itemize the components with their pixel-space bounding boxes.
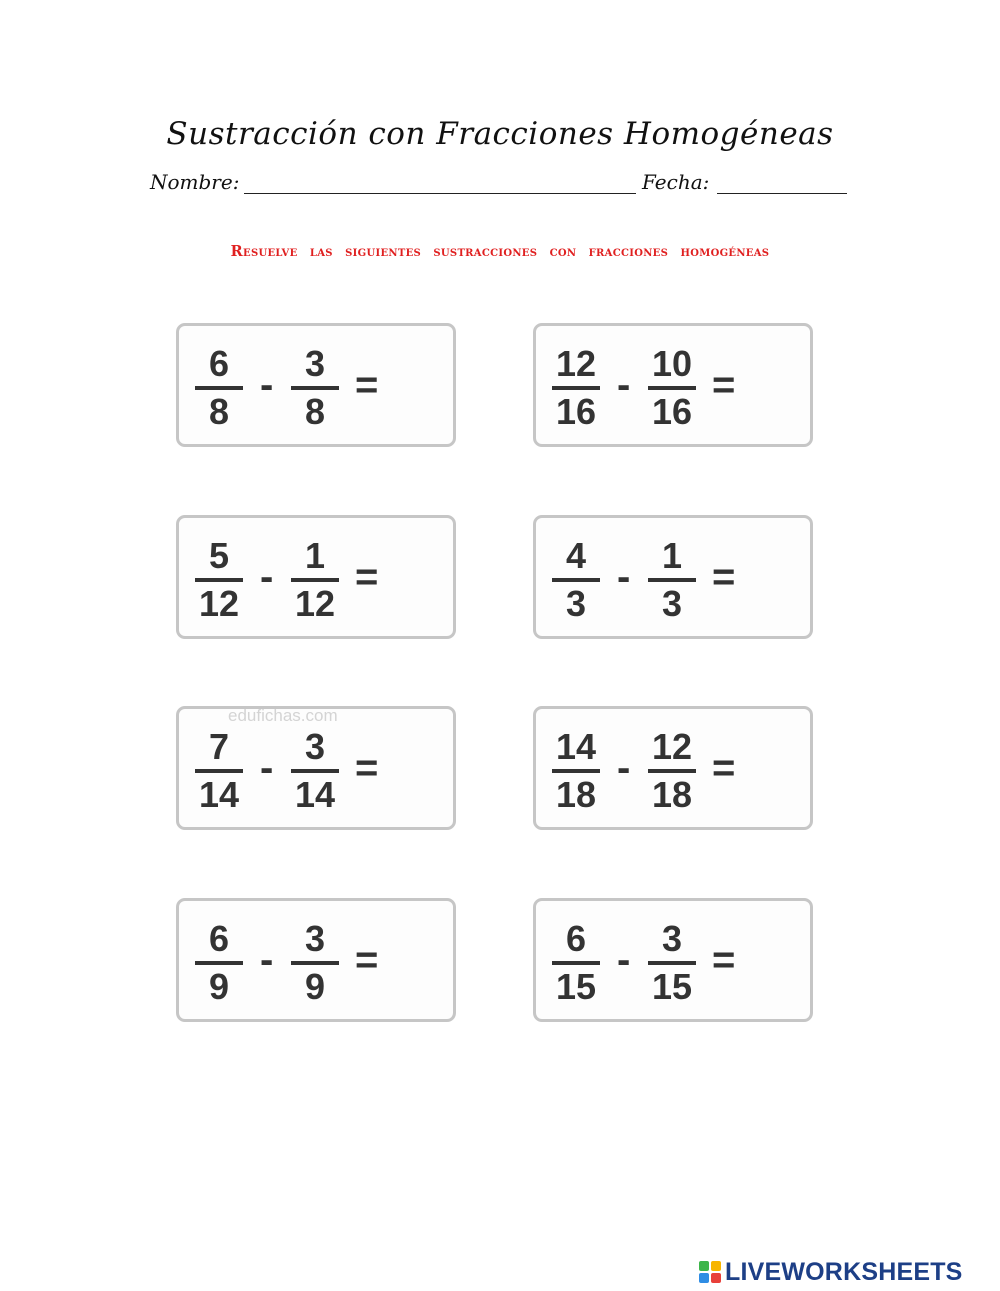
equals-sign: = <box>712 938 736 982</box>
exercise-box[interactable] <box>176 515 456 639</box>
fraction-bar <box>195 578 243 582</box>
fraction-bar <box>552 769 600 773</box>
subtrahend-fraction <box>648 532 696 626</box>
numerator: 3 <box>304 918 326 959</box>
subtrahend-fraction <box>291 532 339 626</box>
fraction-bar <box>648 386 696 390</box>
denominator: 3 <box>565 583 587 624</box>
numerator: 6 <box>208 343 230 384</box>
exercise-box[interactable] <box>533 323 813 447</box>
equals-sign: = <box>712 363 736 407</box>
date-field-line[interactable] <box>717 193 847 194</box>
fraction-bar <box>648 578 696 582</box>
fraction-bar <box>291 386 339 390</box>
liveworksheets-logo <box>699 1259 963 1285</box>
numerator: 12 <box>555 343 597 384</box>
numerator: 10 <box>651 343 693 384</box>
numerator: 6 <box>565 918 587 959</box>
date-label: Fecha: <box>642 170 710 194</box>
numerator: 7 <box>208 726 230 767</box>
minuend-fraction <box>195 915 243 1009</box>
worksheet-title: Sustracción con Fracciones Homogéneas <box>166 116 834 152</box>
logo-text: LIVEWORKSHEETS <box>725 1257 963 1286</box>
denominator: 9 <box>208 966 230 1007</box>
denominator: 15 <box>555 966 597 1007</box>
fraction-bar <box>552 961 600 965</box>
fraction-bar <box>291 578 339 582</box>
minus-sign: - <box>617 363 631 407</box>
exercise-box[interactable] <box>176 323 456 447</box>
numerator: 12 <box>651 726 693 767</box>
denominator: 8 <box>208 391 230 432</box>
name-label: Nombre: <box>150 170 240 194</box>
logo-square <box>711 1273 721 1283</box>
fraction-bar <box>648 961 696 965</box>
equals-sign: = <box>355 555 379 599</box>
denominator: 15 <box>651 966 693 1007</box>
minuend-fraction <box>195 532 243 626</box>
logo-square <box>699 1273 709 1283</box>
denominator: 18 <box>651 774 693 815</box>
numerator: 14 <box>555 726 597 767</box>
exercise-box[interactable] <box>533 515 813 639</box>
minus-sign: - <box>260 746 274 790</box>
minus-sign: - <box>260 555 274 599</box>
subtrahend-fraction <box>291 723 339 817</box>
subtrahend-fraction <box>648 915 696 1009</box>
fraction-bar <box>195 386 243 390</box>
fraction-bar <box>291 961 339 965</box>
name-field-line[interactable] <box>244 193 636 194</box>
subtrahend-fraction <box>648 340 696 434</box>
logo-square <box>711 1261 721 1271</box>
minus-sign: - <box>617 938 631 982</box>
equals-sign: = <box>355 938 379 982</box>
equals-sign: = <box>355 746 379 790</box>
fraction-bar <box>552 386 600 390</box>
fraction-bar <box>648 769 696 773</box>
minus-sign: - <box>617 746 631 790</box>
numerator: 3 <box>304 343 326 384</box>
denominator: 14 <box>198 774 240 815</box>
numerator: 5 <box>208 535 230 576</box>
equals-sign: = <box>712 746 736 790</box>
minus-sign: - <box>617 555 631 599</box>
liveworksheets-logo-icon <box>699 1261 721 1283</box>
exercise-box[interactable] <box>176 898 456 1022</box>
fraction-bar <box>291 769 339 773</box>
denominator: 12 <box>294 583 336 624</box>
minus-sign: - <box>260 938 274 982</box>
numerator: 3 <box>661 918 683 959</box>
minus-sign: - <box>260 363 274 407</box>
watermark: edufichas.com <box>228 706 338 725</box>
numerator: 4 <box>565 535 587 576</box>
exercise-box[interactable] <box>533 706 813 830</box>
subtrahend-fraction <box>291 340 339 434</box>
fraction-bar <box>195 961 243 965</box>
denominator: 16 <box>651 391 693 432</box>
minuend-fraction <box>552 340 600 434</box>
minuend-fraction <box>552 915 600 1009</box>
numerator: 3 <box>304 726 326 767</box>
denominator: 16 <box>555 391 597 432</box>
denominator: 14 <box>294 774 336 815</box>
instruction-text: Resuelve las siguientes sustracciones con fracciones homogéneas <box>230 243 770 260</box>
minuend-fraction <box>552 532 600 626</box>
minuend-fraction <box>195 340 243 434</box>
denominator: 8 <box>304 391 326 432</box>
logo-square <box>699 1261 709 1271</box>
equals-sign: = <box>712 555 736 599</box>
equals-sign: = <box>355 363 379 407</box>
denominator: 12 <box>198 583 240 624</box>
denominator: 9 <box>304 966 326 1007</box>
numerator: 1 <box>304 535 326 576</box>
minuend-fraction <box>552 723 600 817</box>
fraction-bar <box>195 769 243 773</box>
numerator: 1 <box>661 535 683 576</box>
denominator: 18 <box>555 774 597 815</box>
exercise-box[interactable] <box>533 898 813 1022</box>
denominator: 3 <box>661 583 683 624</box>
minuend-fraction <box>195 723 243 817</box>
fraction-bar <box>552 578 600 582</box>
subtrahend-fraction <box>648 723 696 817</box>
numerator: 6 <box>208 918 230 959</box>
subtrahend-fraction <box>291 915 339 1009</box>
